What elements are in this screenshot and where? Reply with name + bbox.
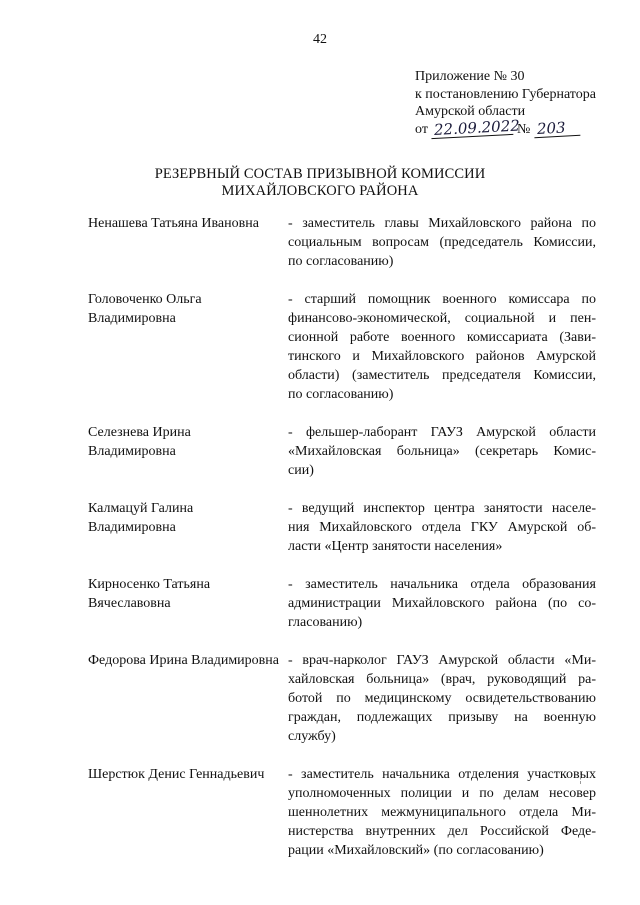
- number-prefix: №: [516, 121, 531, 137]
- member-role-line: нистерства внутренних дел Российской Феде-: [288, 824, 596, 839]
- date-prefix: от: [415, 121, 428, 137]
- member-role: [288, 290, 596, 404]
- member-role-line: рации «Михайловский» (по согласованию): [288, 843, 544, 858]
- member-role-line: уполномоченных полиции и по делам несовер: [288, 786, 596, 801]
- member-role-line: сии): [288, 463, 314, 478]
- member-role-line: гласованию): [288, 615, 363, 630]
- page-number: 42: [313, 32, 327, 47]
- member-name: [88, 765, 288, 860]
- member-name-line: Вячеславовна: [88, 596, 171, 611]
- member-role-line: социальным вопросам (председатель Комиссии,: [288, 235, 596, 250]
- member-role: [288, 499, 596, 556]
- member-role-line: шеннолетних межмуниципального отдела Ми-: [288, 805, 596, 820]
- member-role: [288, 214, 596, 271]
- member-name: [88, 423, 288, 480]
- member-role-line: финансово-экономической, социальной и пен-: [288, 311, 596, 326]
- member-name: [88, 290, 288, 404]
- member-name: [88, 499, 288, 556]
- member-role-line: по согласованию): [288, 254, 394, 269]
- handwritten-date: 22.09.2022: [431, 118, 514, 138]
- member-role-line: ния Михайловского отдела ГКУ Амурской об-: [288, 520, 596, 535]
- member-name-line: Владимировна: [88, 311, 176, 326]
- member-role: [288, 423, 596, 480]
- member-name: [88, 214, 288, 271]
- member-entry: [88, 651, 608, 746]
- member-role-line: - заместитель главы Михайловского района по: [288, 216, 596, 231]
- member-role-line: области) (заместитель председателя Комиссии,: [288, 368, 596, 383]
- member-role: [288, 765, 596, 860]
- member-name-line: Ненашева Татьяна Ивановна: [88, 216, 259, 231]
- member-entry: [88, 214, 608, 271]
- member-name-line: Шерстюк Денис Геннадьевич: [88, 767, 265, 782]
- appendix-date-line: [415, 116, 630, 139]
- member-role-line: - фельшер-лаборант ГАУЗ Амурской области: [288, 425, 596, 440]
- title-line: РЕЗЕРВНЫЙ СОСТАВ ПРИЗЫВНОЙ КОМИССИИ: [154, 166, 486, 182]
- member-role-line: «Михайловская больница» (секретарь Комис-: [288, 444, 596, 459]
- appendix-line: Приложение № 30: [415, 69, 525, 84]
- handwritten-number: 203: [533, 119, 580, 137]
- member-name-line: Кирносенко Татьяна: [88, 577, 211, 592]
- member-role-line: ботой по медицинскому освидетельствованию: [288, 691, 596, 706]
- member-entry: [88, 575, 608, 632]
- document-title: [0, 166, 640, 200]
- member-name-line: Федорова Ирина Владимировна: [88, 653, 279, 668]
- member-role: [288, 651, 596, 746]
- member-role-line: по согласованию): [288, 387, 394, 402]
- member-role: [288, 575, 596, 632]
- scan-mark: [580, 772, 582, 784]
- member-name: [88, 651, 288, 746]
- member-name-line: Головоченко Ольга: [88, 292, 202, 307]
- member-entry: [88, 499, 608, 556]
- member-entry: [88, 765, 608, 860]
- member-role-line: службу): [288, 729, 336, 744]
- member-role-line: ласти «Центр занятости населения»: [288, 539, 503, 554]
- member-role-line: - старший помощник военного комиссара по: [288, 292, 596, 307]
- member-role-line: - заместитель начальника отделения участковых: [288, 767, 596, 782]
- member-role-line: - ведущий инспектор центра занятости населе-: [288, 501, 596, 516]
- member-name: [88, 575, 288, 632]
- appendix-line: Амурской области: [415, 104, 526, 119]
- member-name-line: Владимировна: [88, 444, 176, 459]
- title-line: МИХАЙЛОВСКОГО РАЙОНА: [221, 183, 419, 199]
- member-role-line: хайловская больница» (врач, руководящий ра-: [288, 672, 596, 687]
- member-role-line: сионной работе военного комиссариата (Зави-: [288, 330, 596, 345]
- member-name-line: Владимировна: [88, 520, 176, 535]
- appendix-line: к постановлению Губернатора: [415, 86, 596, 102]
- member-name-line: Селезнева Ирина: [88, 425, 191, 440]
- member-role-line: тинского и Михайловского районов Амурской: [288, 349, 596, 364]
- appendix-block: [415, 68, 630, 138]
- member-entry: [88, 423, 608, 480]
- member-entry: [88, 290, 608, 404]
- member-list: [88, 214, 608, 860]
- member-role-line: - заместитель начальника отдела образования: [288, 577, 596, 592]
- member-role-line: - врач-нарколог ГАУЗ Амурской области «Ми-: [288, 653, 596, 668]
- member-name-line: Калмацуй Галина: [88, 501, 194, 516]
- member-role-line: граждан, подлежащих призыву на военную: [288, 710, 596, 725]
- member-role-line: администрации Михайловского района (по со-: [288, 596, 596, 611]
